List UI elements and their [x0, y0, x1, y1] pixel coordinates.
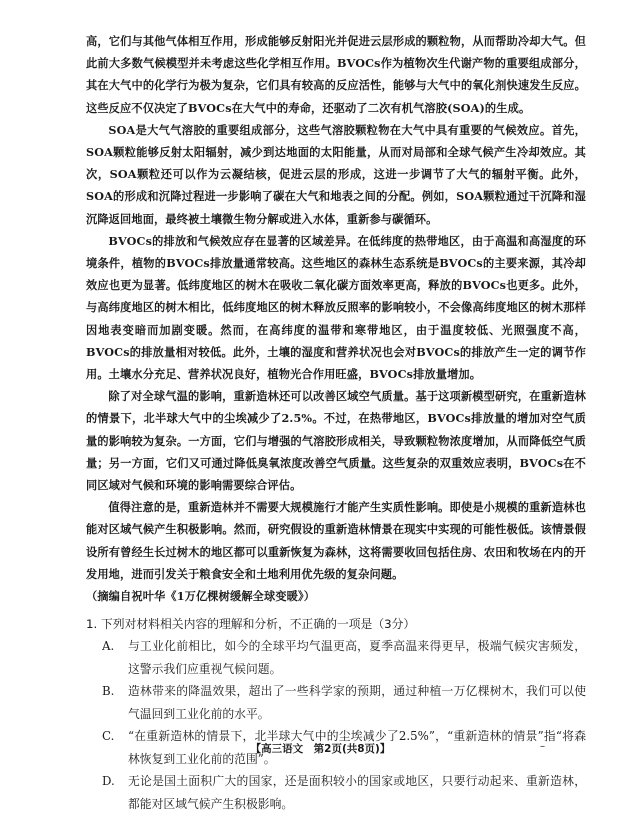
option-text: “在重新造林的情景下，北半球大气中的尘埃减少了2.5%”，“重新造林的情景”指“将森林恢复到工业化前的范围”。: [128, 729, 586, 766]
passage-paragraph-1: 高，它们与其他气体相互作用，形成能够反射阳光并促进云层形成的颗粒物，从而帮助冷却大气。但此前大多数气候模型并未考虑这些化学相互作用。BVOCs作为植物次生代谢产物的重要组成部分，其在大气中的化学行为极为复杂，它们具有较高的反应活性，能够与大气中的氧化剂快速发生反应。这些反应不仅决定了BVOCs在大气中的寿命，还驱动了二次有机气溶胶(SOA)的生成。: [86, 34, 586, 115]
passage-paragraph-4: 除了对全球气温的影响，重新造林还可以改善区域空气质量。基于这项新模型研究，在重新造林的情景下，北半球大气中的尘埃减少了2.5%。不过，在热带地区，BVOCs排放量的增加对空气质量的影响较为复杂。一方面，它们与增强的气溶胶形成相关，导致颗粒物浓度增加，从而降低空气质量；另一方面，它们又可通过降低臭氧浓度改善空气质量。这些复杂的双重效应表明，BVOCs在不同区域对气候和环境的影响需要综合评估。: [86, 389, 586, 493]
page-footer: 【高三语文 第2页(共8页)】: [250, 743, 391, 755]
option-letter: C.: [102, 729, 115, 744]
option-letter: D.: [102, 774, 115, 789]
question-stem: 1. 下列对材料相关内容的理解和分析，不正确的一项是（3分）: [86, 617, 416, 632]
passage-paragraph-3: BVOCs的排放和气候效应存在显著的区域差异。在低纬度的热带地区，由于高温和高湿度的环境条件，植物的BVOCs排放量通常较高。这些地区的森林生态系统是BVOCs的主要来源，其冷却效应也更为显著。低纬度地区的树木在吸收二氧化碳方面效率更高，释放的BVOCs也更多。此外，与高纬度地区的树木相比，低纬度地区的树木释放反照率的影响较小，不会像高纬度地区的树木那样因地表变暗而加剧变暖。然而，在高纬度的温带和寒带地区，由于温度较低、光照强度不高，BVOCs的排放量相对较低。此外，土壤的湿度和营养状况也会对BVOCs的排放产生一定的调节作用。土壤水分充足、营养状况良好，植物光合作用旺盛，BVOCs排放量增加。: [86, 233, 586, 382]
option-letter: B.: [102, 684, 115, 699]
option-letter: A.: [102, 639, 115, 654]
option-b: [86, 680, 586, 725]
passage-paragraph-5: 值得注意的是，重新造林并不需要大规模施行才能产生实质性影响。即使是小规模的重新造林也能对区域气候产生积极影响。然而，研究假设的重新造林情景在现实中实现的可能性极低。该情景假设所有曾经生长过树木的地区都可以重新恢复为森林，这将需要收回包括住房、农田和牧场在内的开发用地，进而引发关于粮食安全和土地利用优先级的复杂问题。: [86, 500, 586, 581]
question-1: [86, 613, 586, 815]
corner-mark: –: [540, 741, 545, 752]
option-d: [86, 770, 586, 815]
option-text: 造林带来的降温效果，超出了一些科学家的预期，通过种植一万亿棵树木，我们可以使气温回到工业化前的水平。: [128, 684, 586, 721]
option-text: 无论是国土面积广大的国家，还是面积较小的国家或地区，只要行动起来、重新造林，都能对区域气候产生积极影响。: [128, 774, 586, 811]
reading-passage: [86, 30, 586, 607]
passage-source: （摘编自祝叶华《1万亿棵树缓解全球变暖》）: [86, 589, 316, 604]
exam-page: [86, 30, 586, 815]
option-a: [86, 635, 586, 680]
option-text: 与工业化前相比，如今的全球平均气温更高，夏季高温来得更早，极端气候灾害频发，这警示我们应重视气候问题。: [128, 639, 586, 676]
passage-paragraph-2: SOA是大气气溶胶的重要组成部分，这些气溶胶颗粒物在大气中具有重要的气候效应。首先，SOA颗粒能够反射太阳辐射，减少到达地面的太阳能量，从而对局部和全球气候产生冷却效应。其次，SOA颗粒还可以作为云凝结核，促进云层的形成，这进一步调节了大气的辐射平衡。此外，SOA的形成和沉降过程进一步影响了碳在大气和地表之间的分配。例如，SOA颗粒通过干沉降和湿沉降返回地面，最终被土壤微生物分解或进入水体，重新参与碳循环。: [86, 122, 586, 226]
